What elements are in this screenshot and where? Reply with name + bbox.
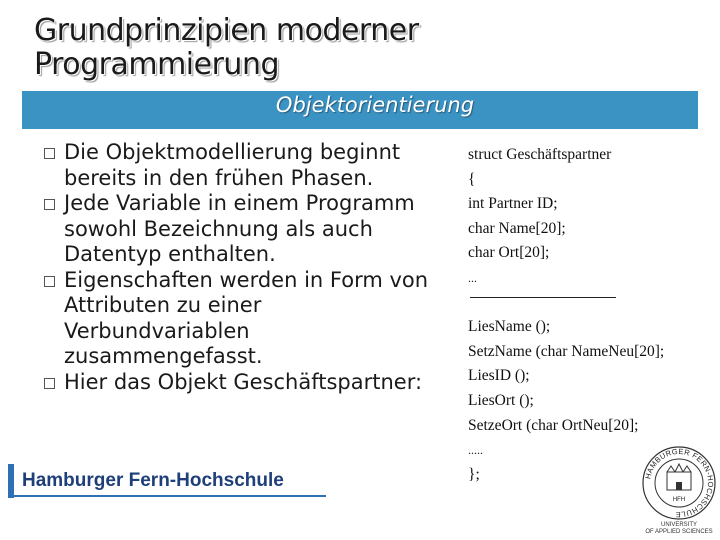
code-line: int Partner ID; [468,195,558,213]
bullet-text-line: Hier das Objekt Geschäftspartner: [64,369,423,394]
bullet-text-line: sowohl Bezeichnung als auch [64,216,373,241]
seal-caption-line-2: OF APPLIED SCIENCES [645,529,713,535]
footer-institution-name: Hamburger Fern-Hochschule [22,470,284,491]
code-line: ... [468,270,477,285]
bullet-item [44,370,474,396]
slide-title [34,14,554,82]
code-line: LiesOrt (); [468,391,534,409]
slide-title-line-2: Programmierung [34,47,279,82]
code-line: LiesID (); [468,367,530,385]
bullet-text-line: bereits in den frühen Phasen. [64,165,374,190]
section-title: Objektorientierung [275,93,475,117]
code-line: struct Geschäftspartner [468,146,612,163]
bullet-box-icon [44,199,55,210]
seal-center-text: HFH [672,497,686,503]
seal-emblem-icon [640,446,718,520]
code-listing [468,143,718,487]
code-line: char Ort[20]; [468,244,550,262]
bullet-item [44,191,474,268]
bullet-box-icon [44,148,55,159]
code-line: LiesName (); [468,318,551,336]
code-line: char Name[20]; [468,219,566,237]
code-line: SetzName (char NameNeu[20]; [468,342,665,360]
code-line: { [468,170,476,188]
bullet-text-line: Die Objektmodellierung beginnt [64,140,401,164]
bullet-item [44,140,474,191]
bullet-item [44,268,474,370]
bullet-text-line: zusammengefasst. [64,344,263,368]
fill-in-blank-line [470,297,616,298]
bullet-text-line: Datentyp enthalten. [64,242,276,266]
footer-accent-bar [8,464,14,498]
bullet-list [44,140,474,395]
bullet-text-line: Jede Variable in einem Programm [64,191,415,215]
code-line: ..... [468,443,483,458]
footer-underline [14,495,326,497]
section-band [22,91,698,129]
slide-title-line-1: Grundprinzipien moderner [34,13,419,48]
code-line: SetzeOrt (char OrtNeu[20]; [468,416,639,434]
bullet-text-line: Attributen zu einer [64,293,262,317]
seal-caption-line-1: UNIVERSITY [660,522,697,528]
bullet-box-icon [44,276,55,287]
seal-ring-text: HAMBURGER FERN-HOCHSCHULE [643,446,716,520]
bullet-box-icon [44,378,55,389]
bullet-text-line: Verbundvariablen [64,318,250,343]
bullet-text-line: Eigenschaften werden in Form von [64,267,429,292]
code-line [468,291,718,316]
university-seal [640,446,718,540]
code-line: }; [468,465,480,483]
footer-logo [8,464,326,498]
